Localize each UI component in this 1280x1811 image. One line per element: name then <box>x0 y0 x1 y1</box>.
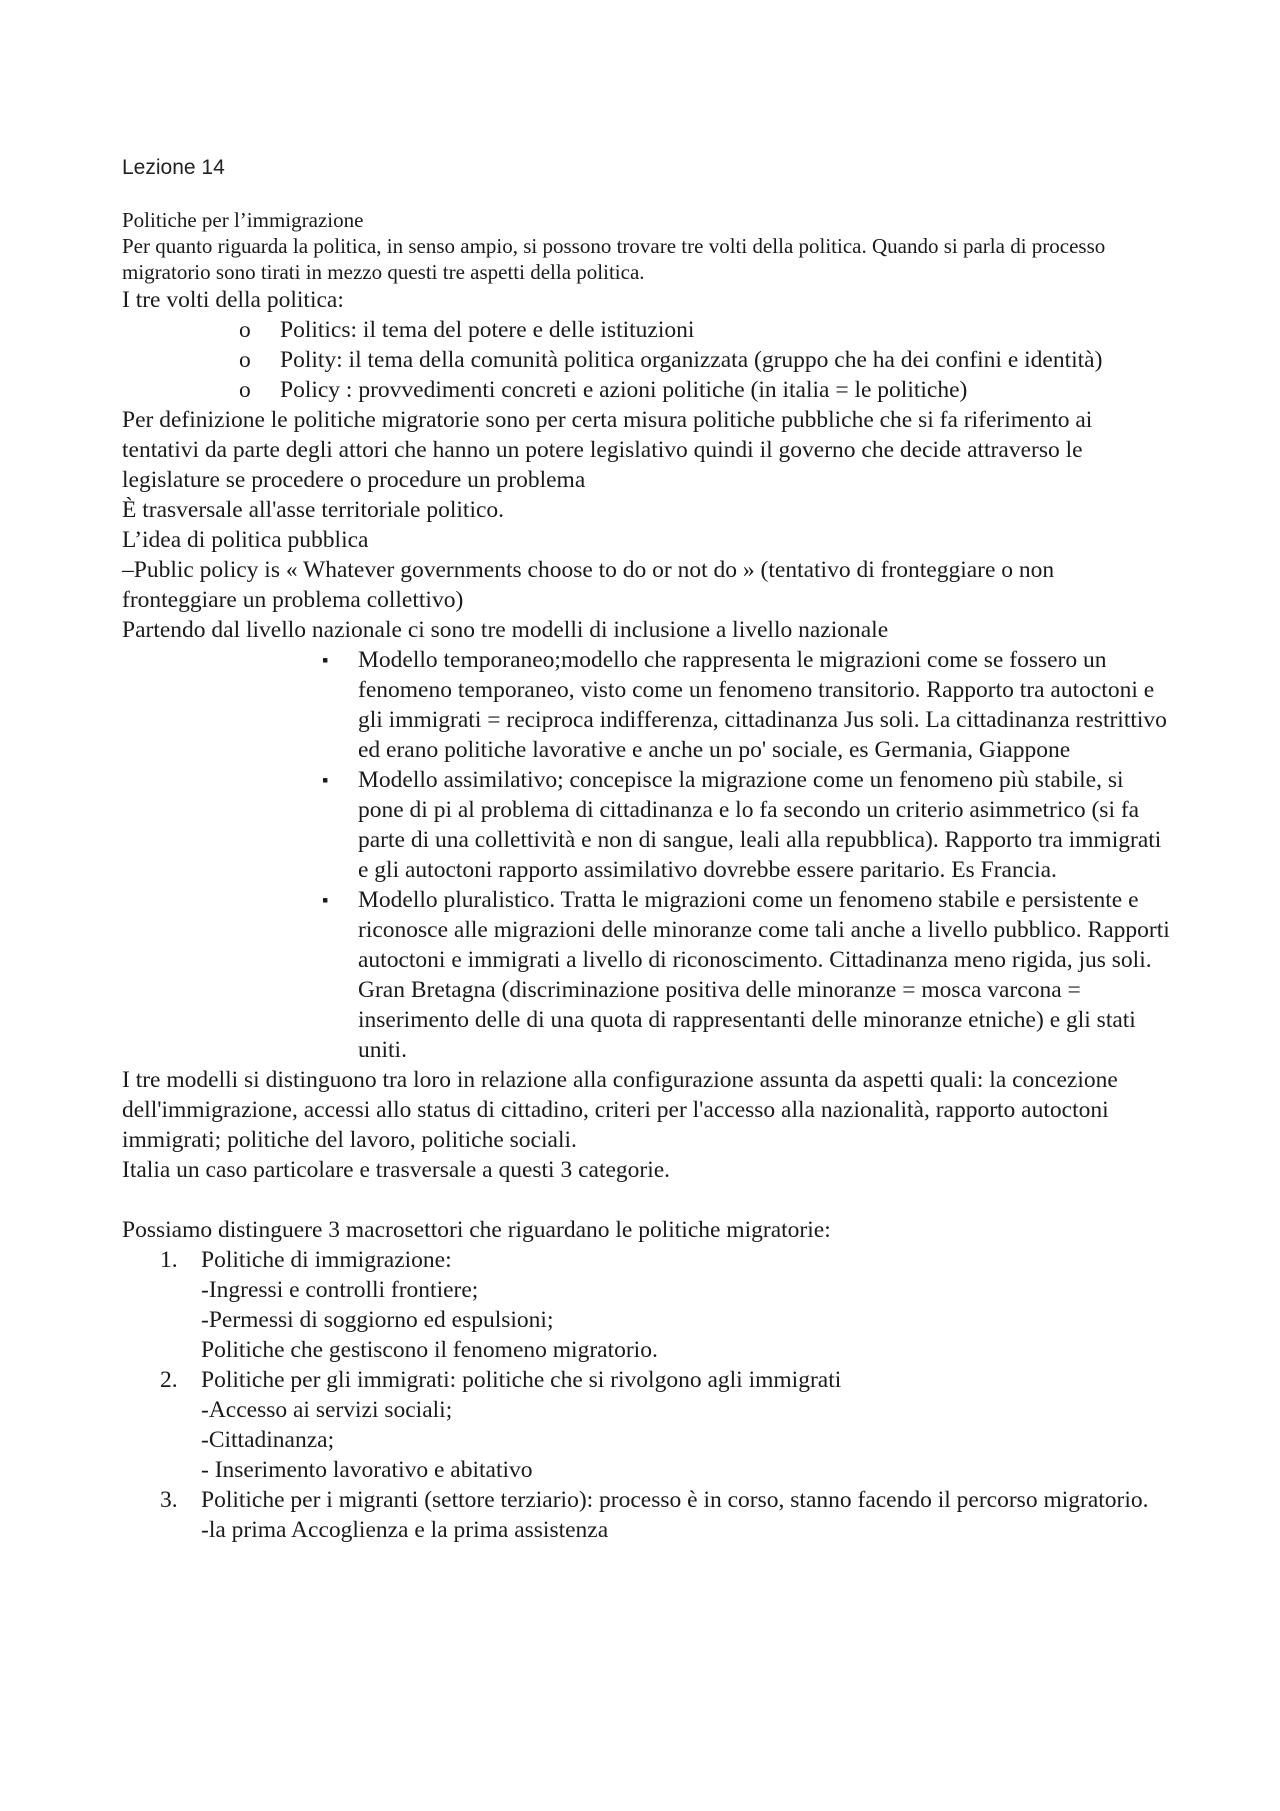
macro-sector-title: Politiche per i migranti (settore terziario): processo è in corso, stanno facendo il percorso migratorio. <box>201 1487 1149 1513</box>
macro-sector-item: -la prima Accoglienza e la prima assistenza <box>201 1517 609 1543</box>
macro-sector-item: Politiche che gestiscono il fenomeno migratorio. <box>201 1337 658 1363</box>
list-number: 2. <box>160 1367 178 1393</box>
definition-paragraph: Per definizione le politiche migratorie sono per certa misura politiche pubbliche che si fa riferimento ai tentativi da parte degli attori che hanno un potere legislativo quindi il governo che decide attraverso le legislature se procedere o procedure un problema <box>122 407 1093 493</box>
models-intro: Partendo dal livello nazionale ci sono tre modelli di inclusione a livello nazionale <box>122 617 889 643</box>
public-policy-quote: –Public policy is « Whatever governments choose to do or not do » (tentativo di fronteggiare o non fronteggiare un problema collettivo) <box>122 557 1055 613</box>
faces-heading: I tre volti della politica: <box>122 287 344 313</box>
models-summary: I tre modelli si distinguono tra loro in relazione alla configurazione assunta da aspetti quali: la concezione dell'immigrazione, accessi allo status di cittadino, criteri per l'accesso alla nazionalità, rapporto autoctoni immigrati; politiche del lavoro, politiche sociali. <box>122 1067 1118 1153</box>
face-policy: Policy : provvedimenti concreti e azioni politiche (in italia = le politiche) <box>280 377 968 403</box>
macro-sector-item: -Accesso ai servizi sociali; <box>201 1397 453 1423</box>
face-politics: Politics: il tema del potere e delle istituzioni <box>280 317 695 343</box>
list-item <box>122 375 1172 405</box>
macro-sector-item: - Inserimento lavorativo e abitativo <box>201 1457 533 1483</box>
list-number: 3. <box>160 1487 178 1513</box>
macro-sector-item: -Cittadinanza; <box>201 1427 335 1453</box>
list-item <box>122 315 1172 345</box>
macro-sector-title: Politiche per gli immigrati: politiche che si rivolgono agli immigrati <box>201 1367 842 1393</box>
model-assimilativo: Modello assimilativo; concepisce la migrazione come un fenomeno più stabile, si pone di pi al problema di cittadinanza e lo fa secondo un criterio asimmetrico (si fa parte di una collettività e non di sangue, leali alla repubblica). Rapporto tra immigrati e gli autoctoni rapporto assimilativo dovrebbe essere paritario. Es Francia. <box>358 767 1162 883</box>
faces-list <box>122 315 1172 405</box>
macro-intro: Possiamo distinguere 3 macrosettori che riguardano le politiche migratorie: <box>122 1217 831 1243</box>
italy-line: Italia un caso particolare e trasversale a questi 3 categorie. <box>122 1157 671 1183</box>
macro-sector-title: Politiche di immigrazione: <box>201 1247 452 1273</box>
square-bullet-icon: ▪ <box>322 770 329 790</box>
macro-sector-item: -Ingressi e controlli frontiere; <box>201 1277 479 1303</box>
lesson-title: Lezione 14 <box>122 156 225 179</box>
public-policy-heading: L’idea di politica pubblica <box>122 527 369 553</box>
models-list <box>122 645 1172 1065</box>
model-temporaneo: Modello temporaneo;modello che rappresenta le migrazioni come se fossero un fenomeno temporaneo, visto come un fenomeno transitorio. Rapporto tra autoctoni e gli immigrati = reciproca indifferenza, cittadinanza Jus soli. La cittadinanza restrittivo ed erano politiche lavorative e anche un po' sociale, es Germania, Giappone <box>358 647 1167 763</box>
face-polity: Polity: il tema della comunità politica organizzata (gruppo che ha dei confini e identità) <box>280 347 1103 373</box>
model-pluralistico: Modello pluralistico. Tratta le migrazioni come un fenomeno stabile e persistente e riconosce alle migrazioni delle minoranze come tali anche a livello pubblico. Rapporti autoctoni e immigrati a livello di riconoscimento. Cittadinanza meno rigida, jus soli. Gran Bretagna (discriminazione positiva delle minoranze = mosca varcona = inserimento delle di una quota di rappresentanti delle minoranze etniche) e gli stati uniti. <box>358 887 1170 1063</box>
list-item <box>122 1485 1172 1545</box>
bullet-o-icon: o <box>239 377 251 403</box>
list-item <box>122 1245 1172 1365</box>
square-bullet-icon: ▪ <box>322 650 329 670</box>
bullet-o-icon: o <box>239 347 251 373</box>
square-bullet-icon: ▪ <box>322 890 329 910</box>
macro-sector-item: -Permessi di soggiorno ed espulsioni; <box>201 1307 554 1333</box>
transversal-line: È trasversale all'asse territoriale politico. <box>122 497 505 523</box>
section-title: Politiche per l’immigrazione <box>122 208 364 232</box>
intro-paragraph: Per quanto riguarda la politica, in senso ampio, si possono trovare tre volti della politica. Quando si parla di processo migratorio sono tirati in mezzo questi tre aspetti della politica. <box>122 234 1106 284</box>
list-item <box>122 765 1172 885</box>
list-item <box>122 1365 1172 1485</box>
list-number: 1. <box>160 1247 178 1273</box>
paragraph-spacer <box>122 1185 1172 1215</box>
list-item <box>122 885 1172 1065</box>
document-body <box>122 207 1172 1545</box>
macro-sectors-list <box>122 1245 1172 1545</box>
list-item <box>122 345 1172 375</box>
list-item <box>122 645 1172 765</box>
bullet-o-icon: o <box>239 317 251 343</box>
